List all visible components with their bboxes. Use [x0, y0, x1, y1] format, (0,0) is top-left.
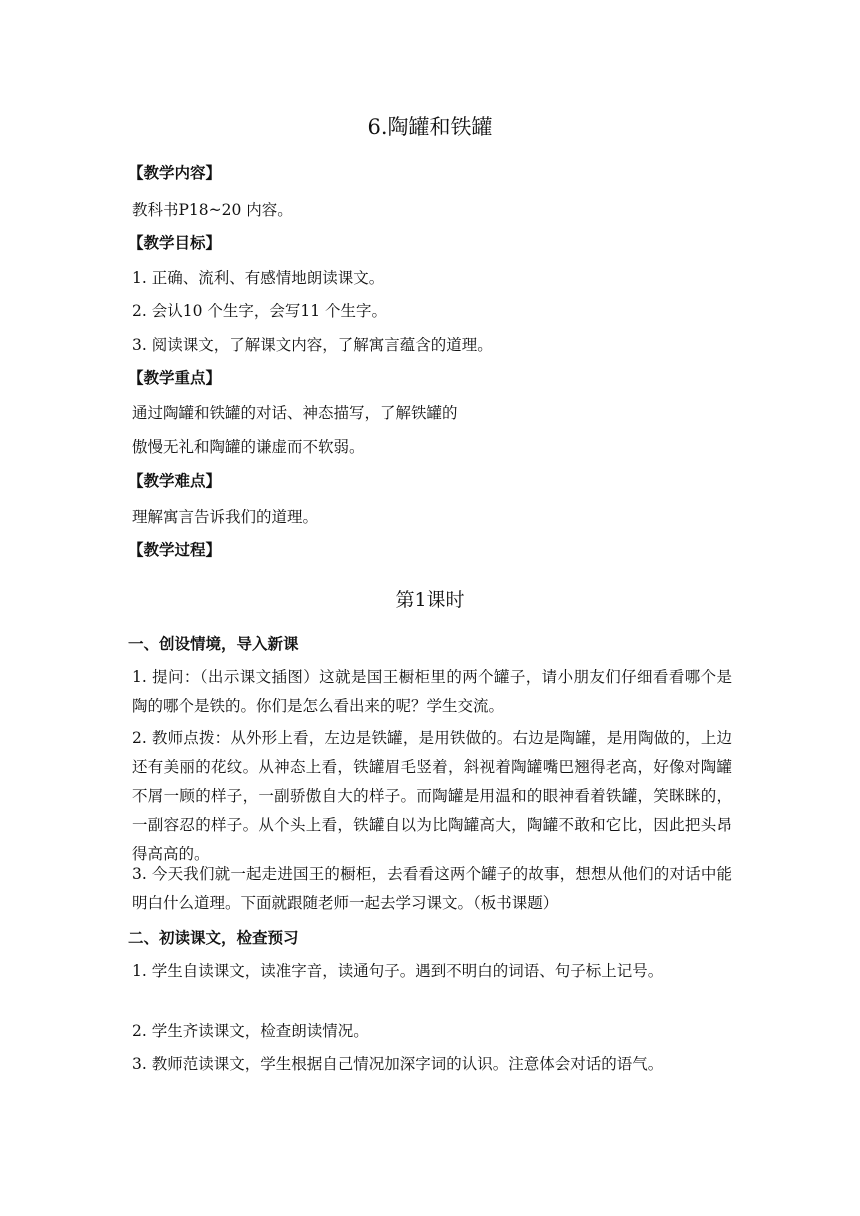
goal-item-2: 2. 会认10 个生字，会写11 个生字。 [132, 302, 388, 320]
content-text: 教科书P18~20 内容。 [132, 201, 293, 219]
section-heading-key-points: 【教学重点】 [128, 369, 222, 387]
section-heading-process: 【教学过程】 [128, 541, 222, 559]
document-title: 6.陶罐和铁罐 [367, 115, 493, 139]
part1-paragraph-1: 1. 提问：（出示课文插图）这就是国王橱柜里的两个罐子，请小朋友们仔细看看哪个是陶的哪个是铁的。你们是怎么看出来的呢？学生交流。 [132, 668, 732, 715]
part1-heading: 一、创设情境，导入新课 [128, 635, 299, 653]
key-points-line-1: 通过陶罐和铁罐的对话、神态描写，了解铁罐的 [132, 404, 458, 422]
key-points-line-2: 傲慢无礼和陶罐的谦虚而不软弱。 [132, 438, 365, 456]
part1-paragraph-3: 3. 今天我们就一起走进国王的橱柜，去看看这两个罐子的故事，想想从他们的对话中能明白什么道理。下面就跟随老师一起去学习课文。（板书课题） [132, 865, 732, 912]
part1-paragraph-2: 2. 教师点拨：从外形上看，左边是铁罐，是用铁做的。右边是陶罐，是用陶做的，上边还有美丽的花纹。从神态上看，铁罐眉毛竖着，斜视着陶罐嘴巴翘得老高，好像对陶罐不屑一顾的样子，一副骄傲自大的样子。而陶罐是用温和的眼神看着铁罐，笑眯眯的，一副容忍的样子。从个头上看，铁罐自以为比陶罐高大，陶罐不敢和它比，因此把头昂得高高的。 [132, 729, 732, 863]
part2-paragraph-2: 2. 学生齐读课文，检查朗读情况。 [132, 1022, 369, 1040]
part2-heading: 二、初读课文，检查预习 [128, 929, 299, 947]
goal-item-3: 3. 阅读课文，了解课文内容，了解寓言蕴含的道理。 [132, 336, 493, 354]
difficulties-text: 理解寓言告诉我们的道理。 [132, 508, 319, 526]
lesson-title: 第1课时 [395, 589, 465, 611]
part2-paragraph-1: 1. 学生自读课文，读准字音，读通句子。遇到不明白的词语、句子标上记号。 [132, 962, 664, 980]
part2-paragraph-3: 3. 教师范读课文，学生根据自己情况加深字词的认识。注意体会对话的语气。 [132, 1055, 664, 1073]
section-heading-content: 【教学内容】 [128, 164, 222, 182]
section-heading-goals: 【教学目标】 [128, 234, 222, 252]
section-heading-difficulties: 【教学难点】 [128, 472, 222, 490]
goal-item-1: 1. 正确、流利、有感情地朗读课文。 [132, 269, 385, 287]
